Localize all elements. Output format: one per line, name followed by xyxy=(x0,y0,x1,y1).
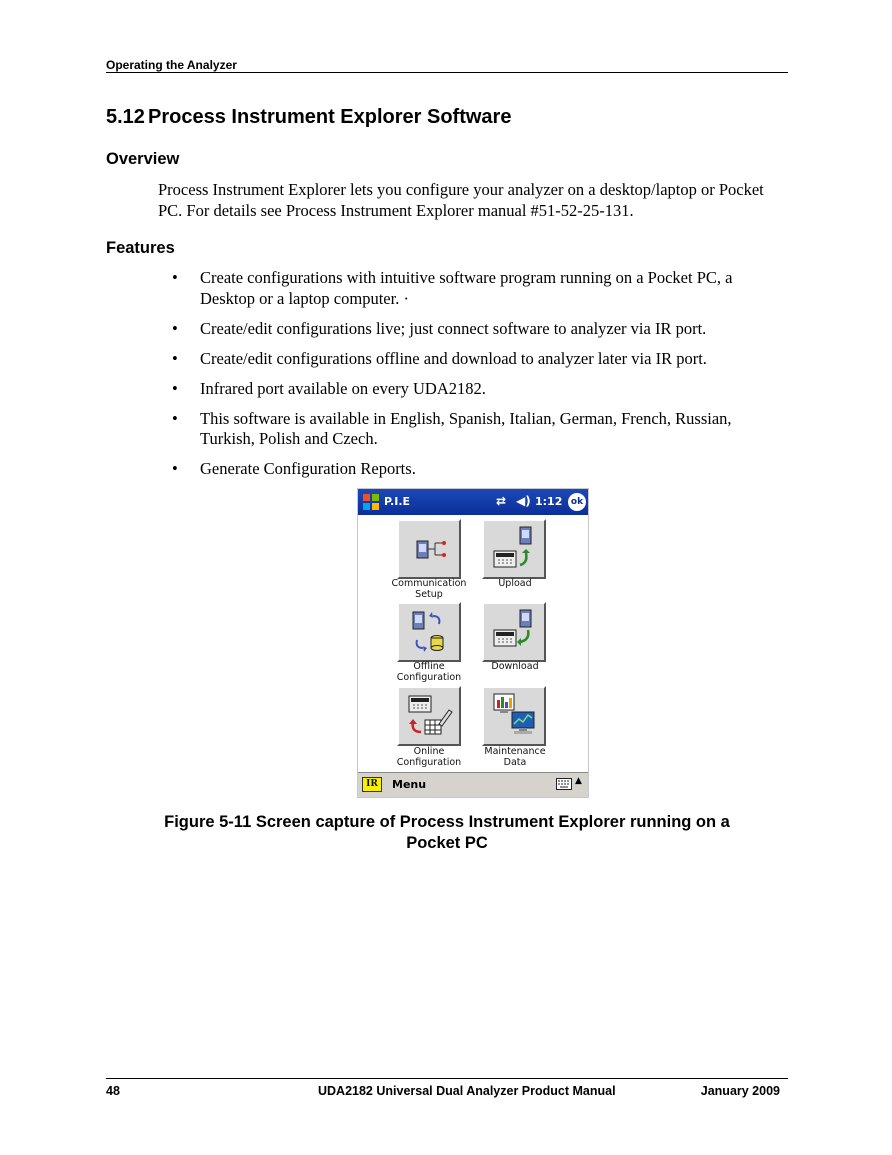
section-number: 5.12 xyxy=(106,106,145,128)
up-arrow-icon[interactable]: ▲ xyxy=(575,776,582,786)
upload-button[interactable] xyxy=(482,519,546,579)
bullet-icon: • xyxy=(172,268,178,287)
bullet-icon: • xyxy=(172,378,178,398)
tile-label-line: Download xyxy=(491,661,539,672)
list-item xyxy=(158,268,778,309)
caption-line: Figure 5-11 Screen capture of Process Instrument Explorer running on a xyxy=(164,813,730,831)
tile-label xyxy=(470,747,560,768)
tile-label-line: Data xyxy=(503,756,527,768)
tile-label-line: Online xyxy=(413,746,445,757)
list-item xyxy=(158,319,778,340)
download-button[interactable] xyxy=(482,602,546,662)
bullet-icon: • xyxy=(172,459,178,478)
ppc-app-title: P.I.E xyxy=(384,495,411,508)
overview-heading: Overview xyxy=(106,150,180,168)
list-item-text: Generate Configuration Reports. xyxy=(200,459,416,478)
tile-label-line: Communication xyxy=(391,578,467,589)
windows-start-icon[interactable] xyxy=(361,492,381,512)
section-title xyxy=(106,106,511,129)
list-item-text: Create configurations with intuitive software program running on a Pocket PC, a Desktop or a laptop computer. · xyxy=(200,268,733,308)
bullet-icon: • xyxy=(172,408,178,428)
list-item-text: Create/edit configurations live; just connect software to analyzer via IR port. xyxy=(200,318,707,338)
tile-label xyxy=(470,662,560,673)
tile-label xyxy=(384,579,474,600)
tile-label-line: Upload xyxy=(498,578,532,589)
download-icon xyxy=(484,604,544,660)
list-item-text: Infrared port available on every UDA2182. xyxy=(200,378,486,398)
list-item-text: This software is available in English, Spanish, Italian, German, French, Russian, Turkish, Polish and Czech. xyxy=(200,408,732,448)
tile-label-line: Configuration xyxy=(396,756,462,768)
volume-icon[interactable]: ◀) xyxy=(516,494,531,508)
online-configuration-button[interactable] xyxy=(397,686,461,746)
list-item xyxy=(158,409,778,450)
ppc-menu-bar xyxy=(358,772,588,797)
list-item xyxy=(158,349,778,370)
tile-label-line: Offline xyxy=(413,661,445,672)
communication-setup-icon xyxy=(399,521,459,577)
page-footer xyxy=(106,1078,788,1104)
maintenance-data-icon xyxy=(484,688,544,744)
upload-icon xyxy=(484,521,544,577)
features-list xyxy=(158,268,778,489)
maintenance-data-button[interactable] xyxy=(482,686,546,746)
ok-button[interactable]: ok xyxy=(568,493,586,511)
online-configuration-icon xyxy=(399,688,459,744)
list-item-text: Create/edit configurations offline and download to analyzer later via IR port. xyxy=(200,348,707,368)
ppc-clock: 1:12 xyxy=(535,495,563,508)
list-item xyxy=(158,379,778,400)
communication-setup-button[interactable] xyxy=(397,519,461,579)
overview-paragraph: Process Instrument Explorer lets you configure your analyzer on a desktop/laptop or Pocket PC. For details see Process Instrument Explorer manual #51-52-25-131. xyxy=(158,180,764,220)
figure-caption xyxy=(106,812,788,854)
features-heading: Features xyxy=(106,239,175,257)
manual-title: UDA2182 Universal Dual Analyzer Product Manual xyxy=(318,1084,616,1098)
tile-label-line: Setup xyxy=(415,588,443,600)
tile-label-line: Configuration xyxy=(396,671,462,683)
caption-line: Pocket PC xyxy=(406,834,488,852)
publication-date: January 2009 xyxy=(700,1084,780,1098)
tile-label-line: Maintenance xyxy=(484,746,546,757)
offline-configuration-button[interactable] xyxy=(397,602,461,662)
connectivity-icon[interactable]: ⇄ xyxy=(496,494,507,508)
keyboard-icon[interactable] xyxy=(556,778,572,790)
ir-badge[interactable]: IR xyxy=(362,777,382,792)
bullet-icon: • xyxy=(172,348,178,368)
offline-configuration-icon xyxy=(399,604,459,660)
tile-label xyxy=(384,747,474,768)
bullet-icon: • xyxy=(172,318,178,338)
ppc-title-bar xyxy=(358,489,588,515)
menu-button[interactable]: Menu xyxy=(392,778,427,791)
pocket-pc-screenshot xyxy=(357,488,589,798)
page-number: 48 xyxy=(106,1084,120,1098)
running-header: Operating the Analyzer xyxy=(106,58,788,73)
section-title-text: Process Instrument Explorer Software xyxy=(148,106,512,128)
list-item xyxy=(158,459,778,480)
tile-label xyxy=(384,662,474,683)
tile-label xyxy=(470,579,560,590)
